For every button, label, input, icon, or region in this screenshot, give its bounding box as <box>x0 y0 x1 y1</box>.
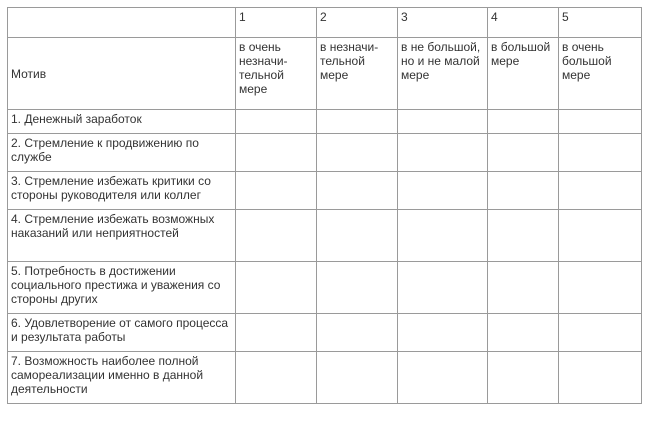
rating-cell <box>398 352 488 404</box>
rating-cell <box>317 110 398 134</box>
scale-number-2: 2 <box>317 8 398 38</box>
rating-cell <box>317 352 398 404</box>
rating-cell <box>398 134 488 172</box>
rating-cell <box>488 172 559 210</box>
motive-label: 6. Удовлетворение от самого процесса и результата работы <box>8 314 236 352</box>
motive-label: 3. Стремление избежать критики со стороны руководителя или коллег <box>8 172 236 210</box>
rating-cell <box>559 314 642 352</box>
rating-cell <box>236 210 317 262</box>
table-row <box>8 172 642 210</box>
scale-number-row <box>8 8 642 38</box>
scale-number-4: 4 <box>488 8 559 38</box>
rating-cell <box>398 314 488 352</box>
rating-cell <box>488 352 559 404</box>
motive-label: 2. Стремление к продвижению по службе <box>8 134 236 172</box>
rating-cell <box>559 172 642 210</box>
scale-label-5: в очень большой мере <box>559 38 642 110</box>
rating-cell <box>559 110 642 134</box>
rating-cell <box>317 210 398 262</box>
rating-cell <box>236 262 317 314</box>
table-row <box>8 134 642 172</box>
scale-number-1: 1 <box>236 8 317 38</box>
corner-cell <box>8 8 236 38</box>
rating-cell <box>559 210 642 262</box>
rating-cell <box>398 172 488 210</box>
rating-cell <box>488 210 559 262</box>
rating-cell <box>236 110 317 134</box>
rating-cell <box>559 134 642 172</box>
rating-cell <box>317 262 398 314</box>
motives-table <box>7 7 642 404</box>
rating-cell <box>398 262 488 314</box>
motive-label: 5. Потребность в достижении социального престижа и уважения со стороны других <box>8 262 236 314</box>
scale-label-3: в не большой, но и не малой мере <box>398 38 488 110</box>
motive-label: 4. Стремление избежать возможных наказаний или неприятностей <box>8 210 236 262</box>
table-row <box>8 110 642 134</box>
rating-cell <box>488 110 559 134</box>
rating-cell <box>236 352 317 404</box>
rating-cell <box>317 172 398 210</box>
table-row <box>8 352 642 404</box>
rating-cell <box>236 314 317 352</box>
scale-number-5: 5 <box>559 8 642 38</box>
rating-cell <box>559 352 642 404</box>
scale-label-1: в очень незначи-тельной мере <box>236 38 317 110</box>
scale-label-2: в незначи-тельной мере <box>317 38 398 110</box>
rating-cell <box>488 134 559 172</box>
scale-label-4: в большой мере <box>488 38 559 110</box>
rating-cell <box>559 262 642 314</box>
rating-cell <box>317 134 398 172</box>
table-row <box>8 314 642 352</box>
scale-label-row <box>8 38 642 110</box>
rating-cell <box>236 172 317 210</box>
rating-cell <box>398 210 488 262</box>
motive-label: 1. Денежный заработок <box>8 110 236 134</box>
rating-cell <box>488 262 559 314</box>
rating-cell <box>488 314 559 352</box>
table-row <box>8 262 642 314</box>
rating-cell <box>236 134 317 172</box>
rating-cell <box>398 110 488 134</box>
motive-column-header: Мотив <box>8 38 236 110</box>
table-row <box>8 210 642 262</box>
motive-label: 7. Возможность наиболее полной самореализации именно в данной деятельности <box>8 352 236 404</box>
scale-number-3: 3 <box>398 8 488 38</box>
rating-cell <box>317 314 398 352</box>
